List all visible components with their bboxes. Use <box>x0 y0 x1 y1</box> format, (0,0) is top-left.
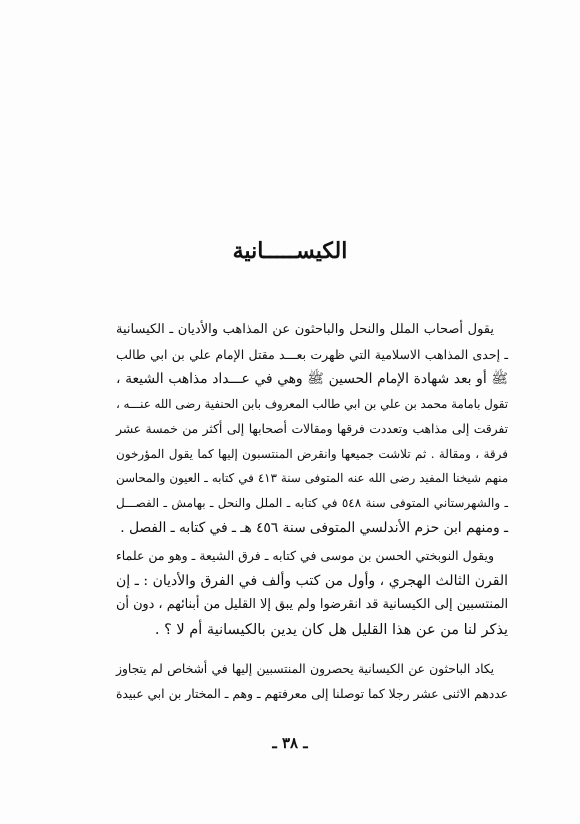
chapter-title: الكيســـــانية <box>232 238 348 264</box>
text-line: تفرقت إلى مذاهب وتعددت فرقها ومقالات أصحابها إلى أكثر من خمسة عشر <box>116 421 508 436</box>
text-line: يقول أصحاب الملل والنحل والباحثون عن المذاهب والأديان ـ الكيسانية <box>116 322 494 337</box>
text-line: ـ ومنهم ابن حزم الأندلسي المتوفى سنة ٤٥٦ هـ ـ في كتابه ـ الفصل . <box>120 519 508 536</box>
text-line: المنتسبين إلى الكيسانية قد انقرضوا ولم يبق إلا القليل من أبنائهم ، دون أن <box>116 597 508 613</box>
paragraph-1 <box>116 318 508 540</box>
text-line: فرقة ، ومقالة . ثم تلاشت جميعها وانقرض المنتسبون إليها كما يقول المؤرخون <box>116 446 508 461</box>
text-line: ـ والشهرستاني المتوفى سنة ٥٤٨ في كتابه ـ الملل والنحل ـ بهامش ـ الفصـــل <box>116 495 508 510</box>
text-line: ﷺ أو بعد شهادة الإمام الحسين ﷺ وهي في عـــداد مذاهب الشيعة ، <box>116 371 508 388</box>
paragraph-3 <box>116 657 508 706</box>
text-line: ويقول النوبختي الحسن بن موسى في كتابه ـ فرق الشيعة ـ وهو من علماء <box>115 548 494 563</box>
text-line: تقول بامامة محمد بن علي بن ابي طالب المعروف بابن الحنفية رضى الله عنـــه ، <box>116 397 508 412</box>
text-line: يكاد الباحثون عن الكيسانية يحصرون المنتسبين إليها في أشخاص لم يتجاوز <box>116 662 494 676</box>
text-line: عددهم الاثنى عشر رجلا كما توصلنا إلى معرفتهم ـ وهم ـ المختار بن ابي عبيدة <box>116 686 508 701</box>
text-line: ـ إحدى المذاهب الاسلامية التي ظهرت بعـــد مقتل الإمام علي بن ابي طالب <box>116 346 508 362</box>
text-line: يذكر لنا من عن هذا القليل هل كان يدين بالكيسانية أم لا ؟ . <box>154 622 508 639</box>
paragraph-2 <box>116 544 508 643</box>
text-line: القرن الثالث الهجري ، وأول من كتب وألف في الفرق والأديان : ـ إن <box>116 572 508 589</box>
text-line: منهم شيخنا المفيد رضى الله عنه المتوفى سنة ٤١٣ في كتابه ـ العيون والمحاسن <box>116 471 509 486</box>
page-number: ـ ٣٨ ـ <box>272 734 308 752</box>
